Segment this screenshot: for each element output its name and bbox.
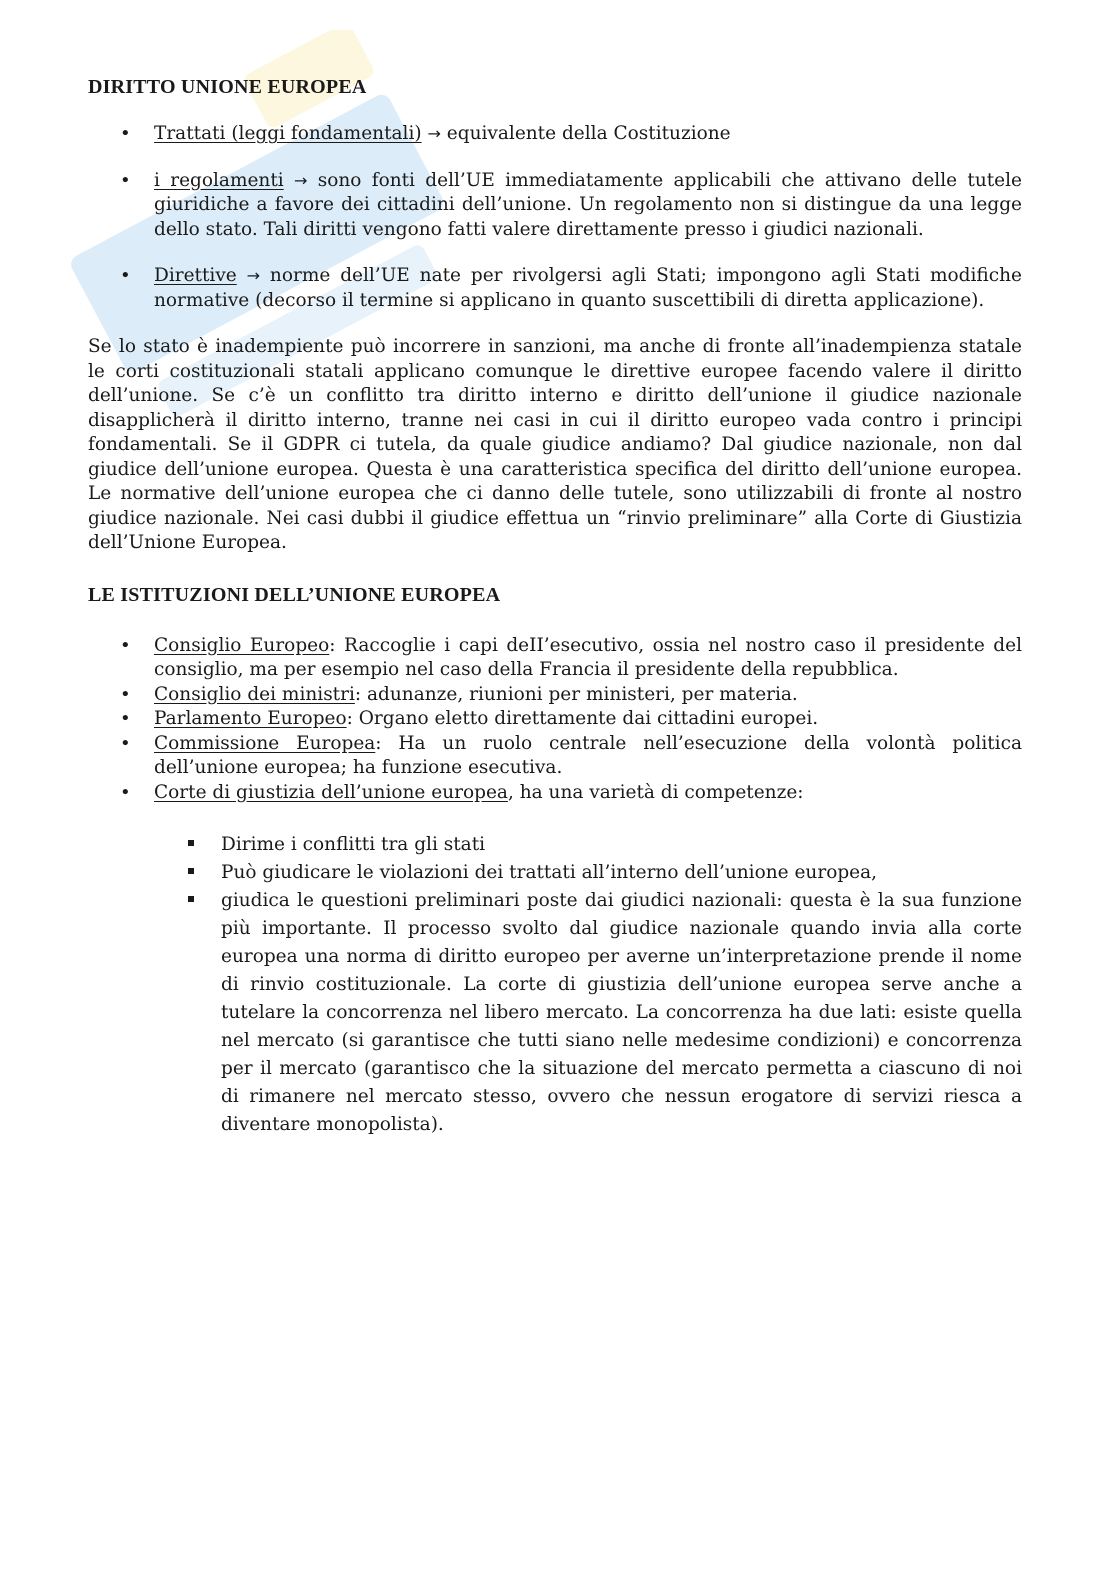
term-consiglio-ministri: Consiglio dei ministri <box>154 683 355 705</box>
trattati-text: equivalente della Costituzione <box>446 123 731 144</box>
heading-istituzioni: LE ISTITUZIONI DELL’UNIONE EUROPEA <box>88 583 501 606</box>
heading-diritto-unione-europea: DIRITTO UNIONE EUROPEA <box>88 76 367 98</box>
consiglio-ministri-text: : adunanze, riunioni per ministeri, per materia. <box>354 683 798 705</box>
list-item-regolamenti <box>88 169 1022 243</box>
term-parlamento: Parlamento Europeo <box>154 708 347 729</box>
competence-item: Dirime i conflitti tra gli stati <box>88 831 1022 859</box>
list-item-parlamento <box>88 707 1022 732</box>
list-item-direttive <box>88 264 1022 313</box>
parlamento-text: : Organo eletto direttamente dai cittadini europei. <box>346 708 819 729</box>
list-item-consiglio-europeo <box>88 634 1022 683</box>
term-regolamenti: i regolamenti <box>154 169 284 191</box>
term-direttive: Direttive <box>154 265 237 286</box>
regolamenti-text: sono fonti dell’UE immediatamente applicabili che attivano delle tutele giuridiche a favore dei cittadini dell’unione. Un regolamento non si distingue da una legge dello stato. Tali diritti vengono fatti valere direttamente presso i giudici nazionali. <box>154 169 1022 240</box>
term-commissione: Commissione Europea <box>154 732 376 754</box>
list-item-commissione <box>88 732 1022 781</box>
arrow-icon: → <box>294 170 308 190</box>
list-item-trattati <box>88 122 1022 147</box>
direttive-text: norme dell’UE nate per rivolgersi agli Stati; impongono agli Stati modifiche normative (decorso il termine si applicano in quanto suscettibili di diretta applicazione). <box>154 265 1022 311</box>
consiglio-europeo-text: : Raccoglie i capi deII’esecutivo, ossia nel nostro caso il presidente del consiglio, ma per esempio nel caso della Francia il presidente della repubblica. <box>154 634 1022 680</box>
institutions-list <box>88 634 1022 806</box>
sources-list <box>88 122 1022 313</box>
arrow-icon: → <box>246 266 261 285</box>
corte-giustizia-text: , ha una varietà di competenze: <box>507 781 804 803</box>
arrow-icon: → <box>427 124 441 143</box>
commissione-text: : Ha un ruolo centrale nell’esecuzione della volontà politica dell’unione europea; ha funzione esecutiva. <box>154 732 1022 778</box>
list-item-consiglio-ministri <box>88 683 1022 708</box>
competence-item: giudica le questioni preliminari poste dai giudici nazionali: questa è la sua funzione più importante. Il processo svolto dal giudice nazionale quando invia alla corte europea una norma di diritto europeo per averne un’interpretazione prende il nome di rinvio costituzionale. La corte di giustizia dell’unione europea serve anche a tutelare la concorrenza nel libero mercato. La concorrenza ha due lati: esiste quella nel mercato (si garantisce che tutti siano nelle medesime condizioni) e concorrenza per il mercato (garantisco che la situazione del mercato permetta a ciascuno di noi di rimanere nel mercato stesso, ovvero che nessun erogatore di servizi riesca a diventare monopolista). <box>88 887 1022 1139</box>
competence-item: Può giudicare le violazioni dei trattati all’interno dell’unione europea, <box>88 859 1022 887</box>
body-paragraph: Se lo stato è inadempiente può incorrere in sanzioni, ma anche di fronte all’inadempienza statale le corti costituzionali statali applicano comunque le direttive europee facendo valere il diritto dell’unione. Se c’è un conflitto tra diritto interno e diritto dell’unione il giudice nazionale disapplicherà il diritto interno, tranne nei casi in cui il diritto europeo vada contro i principi fondamentali. Se il GDPR ci tutela, da quale giudice andiamo? Dal giudice nazionale, non dal giudice dell’unione europea. Questa è una caratteristica specifica del diritto dell’unione europea. Le normative dell’unione europea che ci danno delle tutele, sono utilizzabili di fronte al nostro giudice nazionale. Nei casi dubbi il giudice effettua un “rinvio preliminare” alla Corte di Giustizia dell’Unione Europea. <box>88 336 1022 553</box>
term-consiglio-europeo: Consiglio Europeo <box>154 634 330 656</box>
term-corte-giustizia: Corte di giustizia dell’unione europea <box>154 781 508 803</box>
list-item-corte-giustizia <box>88 781 1022 806</box>
document-page <box>88 74 1022 1139</box>
competences-list <box>88 831 1022 1139</box>
term-trattati: Trattati (leggi fondamentali) <box>154 123 422 144</box>
